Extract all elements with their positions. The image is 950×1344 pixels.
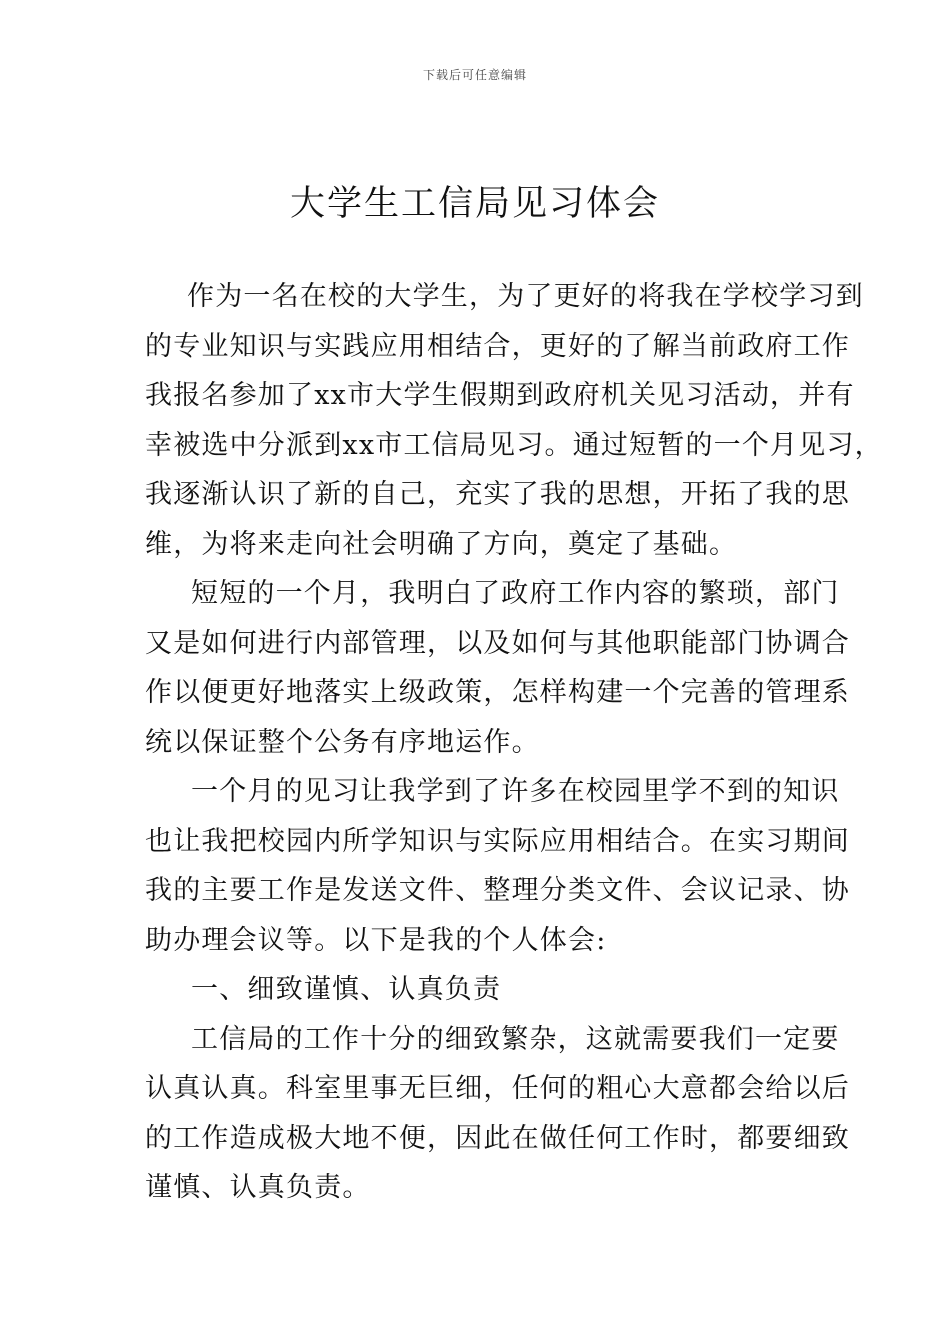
- paragraph-4-line-1: 工信局的工作十分的细致繁杂，这就需要我们一定要: [191, 1023, 840, 1055]
- document-title: 大学生工信局见习体会: [289, 184, 660, 224]
- paragraph-4-line-2: 认真认真。科室里事无巨细，任何的粗心大意都会给以后: [145, 1073, 850, 1104]
- paragraph-1-line-2: 的专业知识与实践应用相结合，更好的了解当前政府工作: [145, 330, 850, 362]
- paragraph-4-line-4: 谨慎、认真负责。: [145, 1172, 371, 1203]
- header-note: 下载后可任意编辑: [422, 68, 527, 82]
- document-body: [145, 272, 883, 1213]
- paragraph-2-line-3: 作以便更好地落实上级政策，怎样构建一个完善的管理系: [145, 677, 850, 708]
- paragraph-1-line-3: 我报名参加了xx市大学生假期到政府机关见习活动，并有: [145, 380, 855, 411]
- paragraph-2-line-2: 又是如何进行内部管理，以及如何与其他职能部门协调合: [145, 627, 850, 659]
- paragraph-1-line-5: 我逐渐认识了新的自己，充实了我的思想，开拓了我的思: [145, 479, 850, 510]
- section-heading-1: 一、细致谨慎、认真负责: [191, 974, 502, 1005]
- paragraph-1-line-4: 幸被选中分派到xx市工信局见习。通过短暂的一个月见习，: [145, 429, 883, 461]
- paragraph-2-line-1: 短短的一个月，我明白了政府工作内容的繁琐，部门: [191, 578, 840, 609]
- paragraph-1-line-1: 作为一名在校的大学生，为了更好的将我在学校学习到: [187, 281, 864, 312]
- paragraph-2-line-4: 统以保证整个公务有序地运作。: [145, 726, 540, 758]
- paragraph-3-line-3: 我的主要工作是发送文件、整理分类文件、会议记录、协: [145, 875, 850, 906]
- paragraph-4-line-3: 的工作造成极大地不便，因此在做任何工作时，都要细致: [145, 1122, 850, 1154]
- paragraph-3-line-1: 一个月的见习让我学到了许多在校园里学不到的知识: [191, 776, 840, 807]
- paragraph-3-line-4: 助办理会议等。以下是我的个人体会:: [145, 924, 607, 956]
- paragraph-3-line-2: 也让我把校园内所学知识与实际应用相结合。在实习期间: [145, 825, 850, 857]
- paragraph-1-line-6: 维，为将来走向社会明确了方向，奠定了基础。: [145, 528, 738, 560]
